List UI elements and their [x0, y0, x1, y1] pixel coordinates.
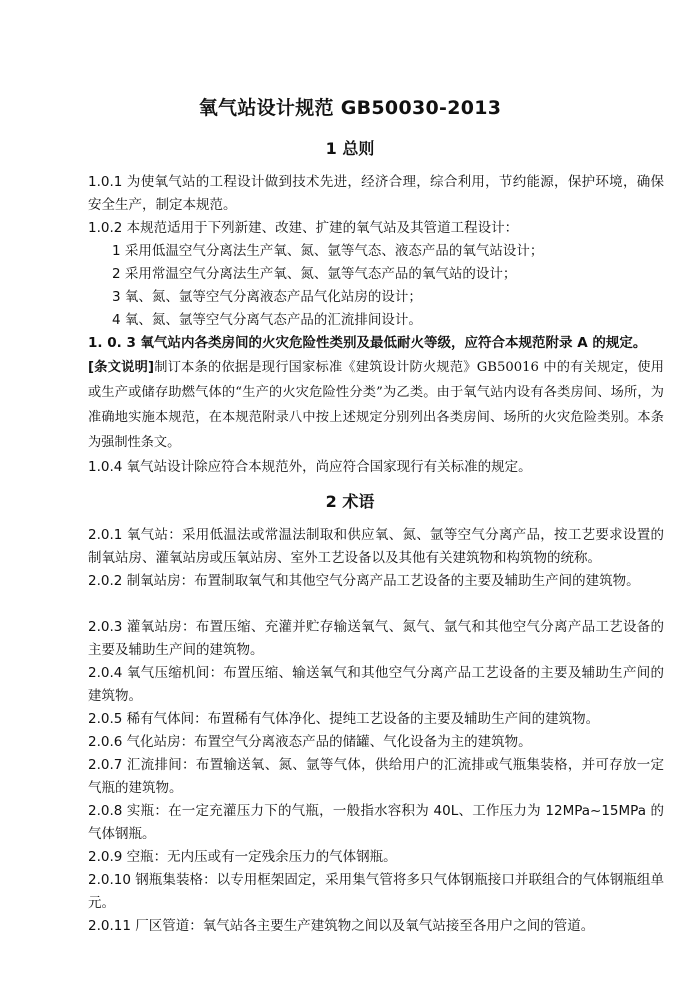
clause-1-0-1: 1.0.1 为使氧气站的工程设计做到技术先进，经济合理，综合利用，节约能源，保护环境，确保安全生产，制定本规范。 [88, 174, 664, 213]
section-heading-general: 1 总则 [325, 139, 375, 158]
term-2-0-4: 2.0.4 氧气压缩机间：布置压缩、输送氧气和其他空气分离产品工艺设备的主要及辅助生产间的建筑物。 [88, 665, 664, 704]
clause-1-0-2-item-1: 1 采用低温空气分离法生产氧、氮、氩等气态、液态产品的氧气站设计； [112, 243, 544, 259]
explanation-text: 制订本条的依据是现行国家标准《建筑设计防火规范》GB50016 中的有关规定，使用或生产或储存助燃气体的“生产的火灾危险性分类”为乙类。由于氧气站内设有各类房间、场所，为准确地实施本规范，在本规范附录八中按上述规定分别列出各类房间、场所的火灾危险类别。本条为强制性条文。 [88, 360, 664, 450]
clause-1-0-4: 1.0.4 氧气站设计除应符合本规范外，尚应符合国家现行有关标准的规定。 [88, 459, 532, 475]
term-2-0-11: 2.0.11 厂区管道：氧气站各主要生产建筑物之间以及氧气站接至各用户之间的管道。 [88, 918, 595, 934]
term-2-0-9: 2.0.9 空瓶：无内压或有一定残余压力的气体钢瓶。 [88, 849, 397, 865]
term-2-0-1: 2.0.1 氧气站：采用低温法或常温法制取和供应氧、氮、氩等空气分离产品，按工艺要求设置的制氧站房、灌氧站房或压氧站房、室外工艺设备以及其他有关建筑物和构筑物的统称。 [88, 527, 664, 566]
term-2-0-10: 2.0.10 钢瓶集装格：以专用框架固定，采用集气管将多只气体钢瓶接口并联组合的气体钢瓶组单元。 [88, 872, 664, 911]
clause-1-0-2: 1.0.2 本规范适用于下列新建、改建、扩建的氧气站及其管道工程设计： [88, 220, 519, 236]
clause-1-0-3: 1. 0. 3 氧气站内各类房间的火灾危险性类别及最低耐火等级，应符合本规范附录 A 的规定。 [88, 335, 647, 351]
clause-1-0-2-item-3: 3 氧、氮、氩等空气分离液态产品气化站房的设计； [112, 289, 422, 305]
term-2-0-6: 2.0.6 气化站房：布置空气分离液态产品的储罐、气化设备为主的建筑物。 [88, 734, 532, 750]
explanation-tag: [条文说明] [88, 360, 155, 375]
document-title: 氧气站设计规范 GB50030-2013 [198, 97, 502, 119]
clause-1-0-2-item-2: 2 采用常温空气分离法生产氧、氮、氩等气态产品的氧气站的设计； [112, 266, 517, 282]
term-2-0-8: 2.0.8 实瓶：在一定充灌压力下的气瓶，一般指水容积为 40L、工作压力为 12MPa~15MPa 的气体钢瓶。 [88, 803, 664, 842]
term-2-0-3: 2.0.3 灌氧站房：布置压缩、充灌并贮存输送氧气、氮气、氩气和其他空气分离产品工艺设备的主要及辅助生产间的建筑物。 [88, 619, 664, 658]
section-heading-terms: 2 术语 [325, 492, 375, 511]
term-2-0-7: 2.0.7 汇流排间：布置输送氧、氮、氩等气体，供给用户的汇流排或气瓶集装格，并可存放一定气瓶的建筑物。 [88, 757, 664, 796]
clause-explanation [88, 355, 664, 455]
term-2-0-2: 2.0.2 制氧站房：布置制取氧气和其他空气分离产品工艺设备的主要及辅助生产间的建筑物。 [88, 573, 640, 589]
term-2-0-5: 2.0.5 稀有气体间：布置稀有气体净化、提纯工艺设备的主要及辅助生产间的建筑物。 [88, 711, 600, 727]
clause-1-0-2-item-4: 4 氧、氮、氩等空气分离气态产品的汇流排间设计。 [112, 312, 422, 328]
